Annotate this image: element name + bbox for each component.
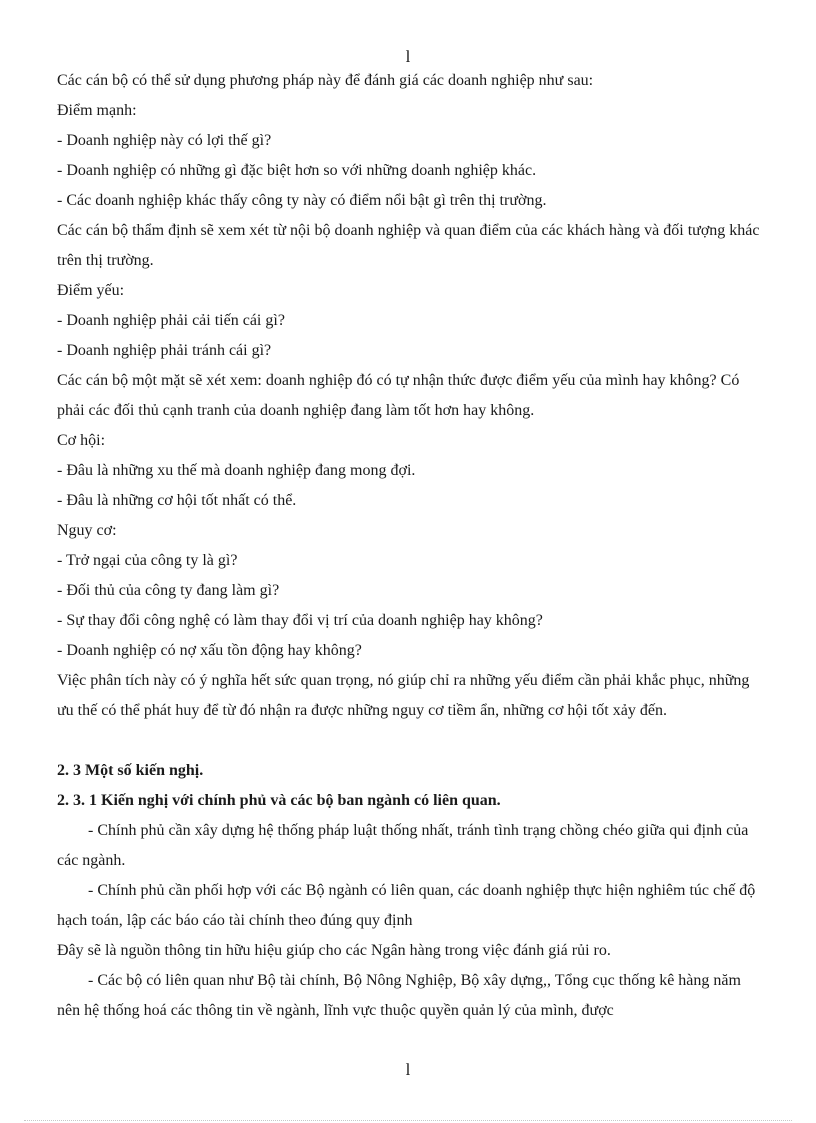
- page-number-bottom: l: [405, 1060, 411, 1079]
- paragraph: - Chính phủ cần xây dựng hệ thống pháp luật thống nhất, tránh tình trạng chồng chéo giữa qui định của các ngành.: [57, 822, 749, 869]
- list-item: - Đối thủ của công ty đang làm gì?: [57, 582, 280, 599]
- heading-strengths: Điểm mạnh:: [57, 102, 137, 119]
- paragraph: Các cán bộ thẩm định sẽ xem xét từ nội bộ doanh nghiệp và quan điểm của các khách hàng và đối tượng khác trên thị trường.: [57, 222, 760, 269]
- list-item: - Các doanh nghiệp khác thấy công ty này có điểm nổi bật gì trên thị trường.: [57, 192, 547, 209]
- heading-opportunities: Cơ hội:: [57, 432, 106, 449]
- list-item: - Đâu là những xu thế mà doanh nghiệp đang mong đợi.: [57, 462, 416, 479]
- paragraph: - Các bộ có liên quan như Bộ tài chính, Bộ Nông Nghiệp, Bộ xây dựng,, Tổng cục thống kê hàng năm nên hệ thống hoá các thông tin về ngành, lĩnh vực thuộc quyền quản lý của mình, được: [57, 972, 741, 1019]
- section-heading: 2. 3 Một số kiến nghị.: [57, 762, 204, 779]
- list-item: - Trở ngại của công ty là gì?: [57, 552, 238, 569]
- paragraph: Các cán bộ có thể sử dụng phương pháp này để đánh giá các doanh nghiệp như sau:: [57, 72, 594, 89]
- list-item: - Sự thay đổi công nghệ có làm thay đổi vị trí của doanh nghiệp hay không?: [57, 612, 543, 629]
- list-item: - Doanh nghiệp phải tránh cái gì?: [57, 342, 272, 359]
- list-item: - Đâu là những cơ hội tốt nhất có thể.: [57, 492, 297, 509]
- subsection-heading: 2. 3. 1 Kiến nghị với chính phủ và các bộ ban ngành có liên quan.: [57, 792, 501, 809]
- paragraph: Việc phân tích này có ý nghĩa hết sức quan trọng, nó giúp chỉ ra những yếu điểm cần phải khắc phục, những ưu thế có thể phát huy để từ đó nhận ra được những nguy cơ tiềm ẩn, những cơ hội tốt xảy đến.: [57, 672, 750, 719]
- paragraph: Các cán bộ một mặt sẽ xét xem: doanh nghiệp đó có tự nhận thức được điểm yếu của mình hay không? Có phải các đối thủ cạnh tranh của doanh nghiệp đang làm tốt hơn hay không.: [57, 372, 740, 419]
- list-item: - Doanh nghiệp có những gì đặc biệt hơn so với những doanh nghiệp khác.: [57, 162, 537, 179]
- page-edge-divider: [24, 1120, 792, 1121]
- paragraph: Đây sẽ là nguồn thông tin hữu hiệu giúp cho các Ngân hàng trong việc đánh giá rủi ro.: [57, 942, 611, 959]
- list-item: - Doanh nghiệp có nợ xấu tồn động hay không?: [57, 642, 362, 659]
- heading-weaknesses: Điểm yếu:: [57, 282, 125, 299]
- list-item: - Doanh nghiệp này có lợi thế gì?: [57, 132, 272, 149]
- document-body: [57, 66, 762, 1026]
- list-item: - Doanh nghiệp phải cải tiến cái gì?: [57, 312, 285, 329]
- paragraph: - Chính phủ cần phối hợp với các Bộ ngành có liên quan, các doanh nghiệp thực hiện nghiêm túc chế độ hạch toán, lập các báo cáo tài chính theo đúng quy định: [57, 882, 756, 929]
- page-number-top: l: [405, 47, 411, 66]
- heading-threats: Nguy cơ:: [57, 522, 117, 539]
